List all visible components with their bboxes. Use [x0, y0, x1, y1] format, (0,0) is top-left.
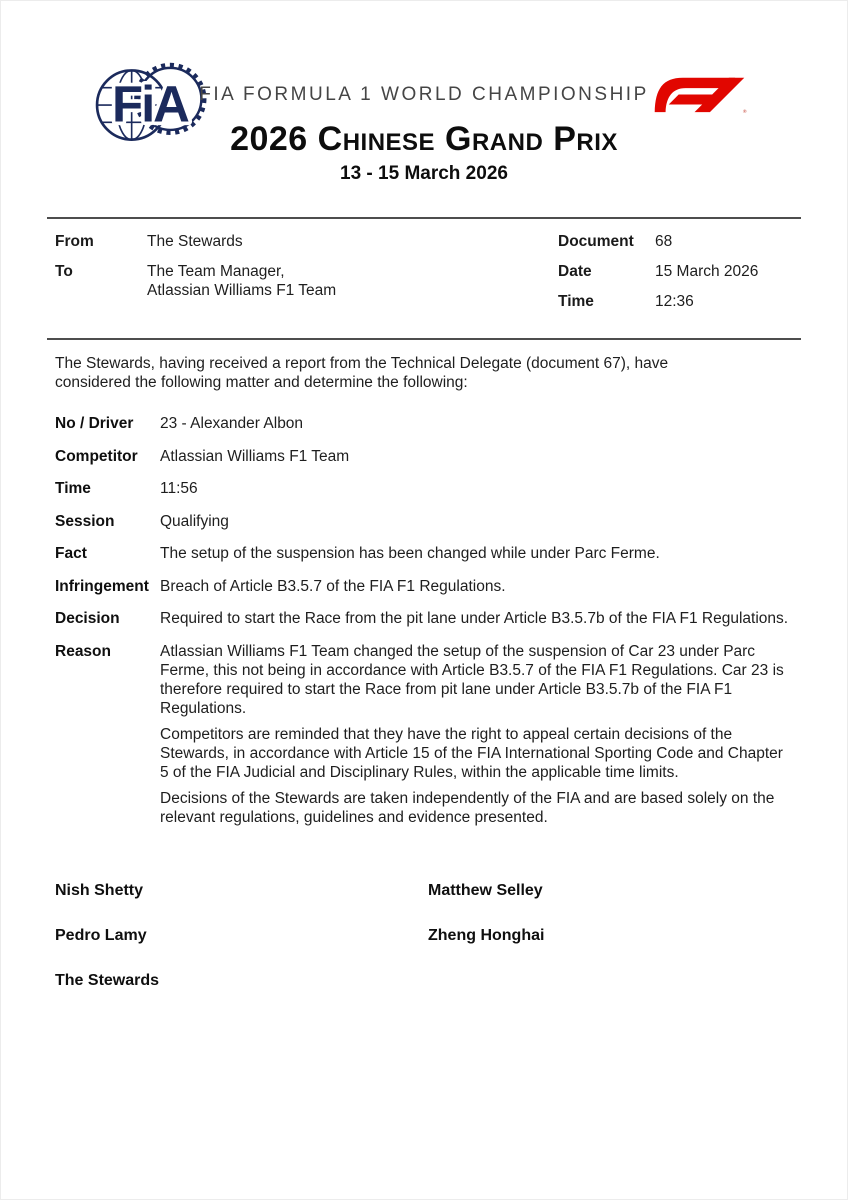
time-value: 12:36: [655, 293, 694, 310]
field-value: [160, 642, 793, 827]
f1-logo-svg: [652, 73, 747, 116]
field-label: Infringement: [55, 577, 149, 595]
signature-closing: The Stewards: [55, 971, 160, 989]
field-label: Fact: [55, 545, 87, 562]
signature-name: Zheng Honghai: [428, 926, 545, 944]
meta-row-date: [558, 262, 798, 281]
reason-paragraph: Decisions of the Stewards are taken independently of the FIA and are based solely on the relevant regulations, guidelines and evidence presented.: [160, 789, 775, 826]
field-label: Decision: [55, 610, 120, 627]
field-label: Competitor: [55, 447, 138, 465]
field-value: 23 - Alexander Albon: [160, 415, 304, 432]
field-row-reason: [55, 642, 801, 827]
intro-paragraph: The Stewards, having received a report from the Technical Delegate (document 67), have considered the following matter and determine the following:: [55, 355, 669, 391]
event-title: 2026 Chinese Grand Prix: [230, 120, 618, 158]
date-label: Date: [558, 263, 592, 280]
field-value: Qualifying: [160, 512, 229, 530]
to-label: To: [55, 263, 73, 280]
from-value: The Stewards: [147, 233, 243, 250]
signature-name: Matthew Selley: [428, 881, 543, 899]
signature-row: [55, 926, 801, 945]
f1-logo-icon: [652, 73, 747, 116]
reason-paragraph: Competitors are reminded that they have the right to appeal certain decisions of the Stewards, in accordance with Article 15 of the FIA International Sporting Code and Chapter 5 of the FIA Judicial and Disciplinary Rules, within the applicable time limits.: [160, 725, 783, 781]
field-row-competitor: [55, 447, 801, 466]
document-value: 68: [655, 233, 673, 250]
field-row-fact: [55, 544, 801, 563]
signatures-block: [55, 881, 801, 990]
f1-logo-registered-mark: ®: [742, 110, 747, 116]
event-dates: 13 - 15 March 2026: [340, 163, 508, 184]
from-label: From: [55, 233, 94, 250]
meta-right-block: [558, 232, 798, 311]
divider-bottom: [47, 338, 801, 340]
to-value-line2: Atlassian Williams F1 Team: [147, 282, 337, 299]
meta-row-document: [558, 232, 798, 251]
field-label: Reason: [55, 642, 111, 660]
document-content: [47, 217, 801, 990]
reason-paragraph: Atlassian Williams F1 Team changed the setup of the suspension of Car 23 under Parc Ferme, this not being in accordance with Article B3.5.7 of the FIA F1 Regulations. Car 23 is therefore required to start the Race from pit lane under Article B3.5.7b of the FIA F1 Regulations.: [160, 642, 784, 717]
signature-row: [55, 881, 801, 900]
date-value: 15 March 2026: [655, 263, 759, 280]
field-value: Breach of Article B3.5.7 of the FIA F1 Regulations.: [160, 577, 506, 595]
field-row-time: [55, 479, 801, 498]
signature-name: Nish Shetty: [55, 881, 144, 899]
field-label: No / Driver: [55, 415, 134, 432]
field-row-session: [55, 512, 801, 531]
to-value: [147, 262, 336, 300]
field-value: The setup of the suspension has been changed while under Parc Ferme.: [160, 545, 660, 562]
field-label: Time: [55, 480, 91, 497]
meta-row-time: [558, 292, 798, 311]
field-value: 11:56: [160, 480, 198, 497]
decision-fields: [55, 414, 801, 827]
championship-title: FIA FORMULA 1 WORLD CHAMPIONSHIP: [199, 84, 649, 105]
document-label: Document: [558, 233, 634, 250]
field-value: Required to start the Race from the pit lane under Article B3.5.7b of the FIA F1 Regulations.: [160, 610, 789, 627]
field-row-no-driver: [55, 414, 801, 433]
fia-logo-text: FiA: [112, 75, 188, 133]
field-label: Session: [55, 512, 115, 530]
field-row-decision: [55, 609, 801, 628]
time-label: Time: [558, 293, 594, 310]
field-row-infringement: [55, 577, 801, 596]
field-value: Atlassian Williams F1 Team: [160, 447, 350, 465]
to-value-line1: The Team Manager,: [147, 263, 285, 280]
meta-block: [47, 219, 801, 338]
signature-name: Pedro Lamy: [55, 926, 147, 944]
